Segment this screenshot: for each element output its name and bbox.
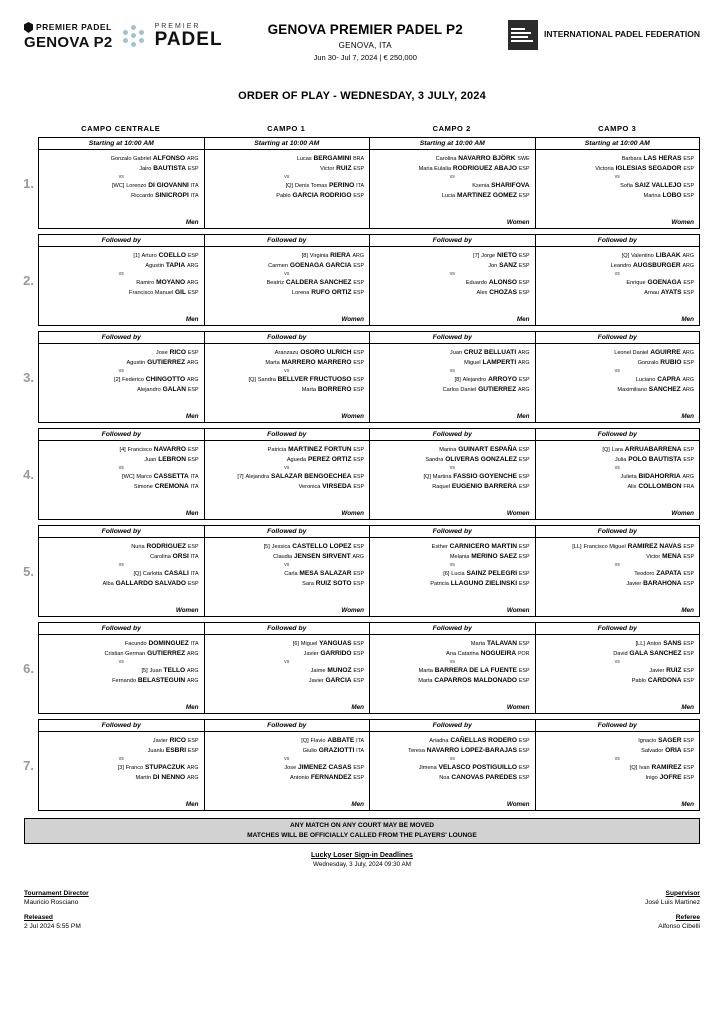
match-players [39,441,204,509]
match-category: Women [671,219,694,226]
vs-label: vs [614,755,620,762]
match-players [39,150,204,218]
player-line: Melania MERINO SAEZ ESP [449,552,530,560]
player-line: Jose RICO ESP [155,349,199,356]
player-line: Javier BARAHONA ESP [626,580,694,588]
player-line: Inigo JOFRE ESP [645,774,694,782]
vs-label: vs [118,658,124,665]
match-category: Women [341,413,364,420]
match-category: Men [351,801,364,808]
player-line: Gonzalo Gabriel ALFONSO ARG [110,155,199,162]
player-line: Victor MENA ESP [646,552,694,560]
match-time-banner: Followed by [370,720,535,732]
match-time-banner: Followed by [205,235,370,247]
match-players [536,344,700,412]
player-line: Lucas BERGAMINI BRA [296,155,364,162]
match-players [536,441,700,509]
player-line: Patricia MARTINEZ FORTUN ESP [267,446,364,453]
row-number: 6. [23,660,34,676]
match-players [205,538,370,606]
vs-label: vs [118,367,124,374]
player-line: Marta BARRERA DE LA FUENTE ESP [418,667,530,675]
player-line: Eduardo ALONSO ESP [465,279,530,287]
match-cell[interactable] [369,137,535,229]
vs-label: vs [284,658,290,665]
player-line: Esther CARNICERO MARTIN ESP [431,543,530,550]
match-category: Men [185,704,199,711]
player-line: Jaime MUNOZ ESP [310,667,364,675]
logo-bottom-text: GENOVA P2 [24,34,113,51]
match-cell[interactable] [38,525,204,617]
logo-top-text: PREMIER PADEL [36,22,112,33]
player-line: Ignacio SAGER ESP [638,737,694,744]
match-players [370,441,535,509]
player-line: Veronica VIRSEDA ESP [298,483,364,491]
vs-label: vs [449,658,455,665]
player-line: Giulio GRAZIOTTI ITA [302,746,364,754]
match-time-banner: Followed by [205,332,370,344]
match-time-banner: Followed by [370,235,535,247]
match-cell[interactable] [369,234,535,326]
match-category: Women [506,801,530,808]
vs-label: vs [449,464,455,471]
player-line: Salvador ORIA ESP [641,746,694,754]
player-line: [WC] Marco CASSETTA ITA [122,473,199,481]
player-line: Carlos Daniel GUTIERREZ ARG [442,386,530,394]
match-players [370,150,535,218]
ipf-name: INTERNATIONAL PADEL FEDERATION [544,29,700,40]
referee-label: Referee [675,913,700,921]
match-category: Men [681,316,694,323]
vs-label: vs [284,270,290,277]
player-line: [1] Arturo COELLO ESP [133,252,199,259]
player-line: Marina GUINART ESPAÑA ESP [439,446,530,453]
match-cell[interactable] [204,525,370,617]
player-line: Ariadna CAÑELLAS RODERO ESP [429,737,530,744]
shield-icon [24,22,33,33]
player-line: Jon SANZ ESP [488,261,530,269]
player-line: Pablo GARCIA RODRIGO ESP [276,192,364,200]
match-cell[interactable] [38,137,204,229]
tournament-name: GENOVA PREMIER PADEL P2 [267,22,463,37]
vs-label: vs [118,561,124,568]
player-line: Pablo CARDONA ESP [631,677,694,685]
player-line: [Q] Martina FASSIO GOYENCHE ESP [423,473,530,481]
match-players [39,635,204,703]
player-line: Carla MESA SALAZAR ESP [284,570,364,578]
vs-label: vs [449,561,455,568]
player-line: Nuria RODRIGUEZ ESP [131,543,199,550]
player-line: Javier RUIZ ESP [649,667,694,675]
player-line: [LL] Anton SANS ESP [635,640,694,647]
player-line: Maximiliano SANCHEZ ARG [617,386,694,394]
player-line: Ksenia SHARIFOVA [472,182,530,190]
player-line: Sara RUIZ SOTO ESP [302,580,364,588]
player-line: Beatriz CALDERA SANCHEZ ESP [266,279,364,287]
player-line: Claudia JENSEN SIRVENT ARG [273,552,364,560]
vs-label: vs [284,173,290,180]
player-line: Leandro AUGSBURGER ARG [610,261,694,269]
match-players [536,538,700,606]
player-line: [6] Lucia SAINZ PELEGRI ESP [443,570,530,578]
row-number: 2. [23,272,34,288]
court-header-campo-2: CAMPO 2 [432,124,471,133]
match-cell[interactable] [535,137,701,229]
match-category: Men [681,413,694,420]
player-line: [7] Jorge NIETO ESP [473,252,530,259]
match-category: Women [506,219,530,226]
page-header [24,18,700,62]
match-time-banner: Followed by [205,720,370,732]
player-line: [2] Federico CHINGOTTO ARG [114,376,199,384]
ipf-mark-icon [508,20,538,50]
match-players [205,441,370,509]
match-cell[interactable] [535,331,701,423]
player-line: Marina LOBO ESP [643,192,694,200]
match-time-banner: Followed by [39,623,204,635]
player-line: Jimena VELASCO POSTIGUILLO ESP [418,764,530,772]
referee-name: Alfonso Cibelli [658,922,700,930]
player-line: Francisco Manuel GIL ESP [129,289,199,297]
player-line: Aranzazu OSORO ULRICH ESP [274,349,364,356]
match-rows [24,137,700,811]
released-label: Released [24,913,53,921]
vs-label: vs [614,173,620,180]
player-line: [WC] Lorenzo DI GIOVANNI ITA [111,182,199,190]
player-line: Julia POLO BAUTISTA ESP [614,455,694,463]
notice-line-1: ANY MATCH ON ANY COURT MAY BE MOVED [289,822,435,829]
court-header-campo-1: CAMPO 1 [267,124,306,133]
player-line: Jose JIMENEZ CASAS ESP [284,764,364,772]
match-players [205,344,370,412]
player-line: Alejandro GALAN ESP [137,386,199,394]
match-category: Women [341,316,364,323]
player-line: Patricia LLAGUNO ZIELINSKI ESP [430,580,530,588]
row-number: 5. [23,563,34,579]
player-line: Juanlu ESBRI ESP [147,746,199,754]
vs-label: vs [284,755,290,762]
vs-label: vs [449,270,455,277]
match-category: Men [516,316,530,323]
player-line: Martin DI NENNO ARG [135,774,199,782]
order-of-play-grid [24,124,700,137]
match-players [39,538,204,606]
match-category: Women [175,607,199,614]
player-line: Raquel EUGENIO BARRERA ESP [432,483,530,491]
match-cell[interactable] [204,719,370,811]
player-line: Leonel Daniel AGUIRRE ARG [614,349,694,356]
player-line: [7] Alejandra SALAZAR BENGOECHEA ESP [237,473,364,481]
court-header-campo-3: CAMPO 3 [598,124,637,133]
player-line: [Q] Carlotta CASALI ITA [133,570,199,578]
player-line: Cristian German GUTIERREZ ARG [104,649,199,657]
supervisor-label: Supervisor [665,889,700,897]
match-cell[interactable] [204,331,370,423]
match-cell[interactable] [204,137,370,229]
player-line: Victor RUIZ ESP [320,164,364,172]
match-players [370,635,535,703]
lucky-loser-block [24,852,700,868]
match-cell[interactable] [369,622,535,714]
player-line: [Q] Sandra BELLVER FRUCTUOSO ESP [248,376,364,384]
match-cell[interactable] [204,428,370,520]
player-line: David GALA SANCHEZ ESP [613,649,694,657]
match-category: Men [185,801,199,808]
match-cell[interactable] [369,525,535,617]
match-time-banner: Followed by [39,235,204,247]
match-category: Women [506,510,530,517]
vs-label: vs [449,173,455,180]
tournament-title-block [223,18,508,62]
match-time-banner: Followed by [536,720,700,732]
player-line: [3] Franco STUPACZUK ARG [117,764,199,772]
page-footer [24,890,700,930]
match-time-banner: Followed by [39,526,204,538]
player-line: Javier GARCIA ESP [308,677,364,685]
match-players [205,150,370,218]
vs-label: vs [284,561,290,568]
match-time-banner: Followed by [39,429,204,441]
match-time-banner: Followed by [205,526,370,538]
tournament-location: GENOVA, ITA [338,41,392,50]
match-cell[interactable] [535,428,701,520]
match-category: Men [185,413,199,420]
player-line: Carmen GOENAGA GARCIA ESP [268,261,364,269]
player-line: Alix COLLOMBON FRA [627,483,694,491]
player-line: [6] Miguel YANGUAS ESP [292,640,364,647]
player-line: Enrique GOENAGA ESP [626,279,694,287]
tournament-director-label: Tournament Director [24,889,89,897]
player-line: Barbara LAS HERAS ESP [621,155,694,162]
match-players [536,635,700,703]
supervisor-name: José Luis Martinez [645,898,700,906]
match-time-banner: Starting at 10:00 AM [536,138,700,150]
premier-padel-dots-icon [123,25,145,47]
match-category: Women [341,607,364,614]
player-line: [4] Francisco NAVARRO ESP [119,446,199,453]
player-line: Antonio FERNANDEZ ESP [290,774,364,782]
match-cell[interactable] [535,719,701,811]
match-time-banner: Followed by [39,332,204,344]
player-line: Ana Catarina NOGUEIRA POR [446,649,530,657]
lucky-loser-title: Lucky Loser Sign-in Deadlines [311,851,413,859]
player-line: Gonzalo RUBIO ESP [637,358,694,366]
match-cell[interactable] [38,428,204,520]
player-line: [Q] Denis Tomas PERINO ITA [285,182,364,190]
match-category: Men [681,801,694,808]
match-players [205,732,370,800]
match-time-banner: Followed by [536,332,700,344]
match-category: Women [506,607,530,614]
match-time-banner: Followed by [536,526,700,538]
vs-label: vs [118,173,124,180]
match-category: Women [341,510,364,517]
player-line: [8] Virginia RIERA ARG [301,252,364,259]
row-number: 4. [23,466,34,482]
match-category: Men [516,413,530,420]
player-line: Juan LEBRON ESP [144,455,199,463]
match-cell[interactable] [38,719,204,811]
match-time-banner: Followed by [370,429,535,441]
match-players [39,247,204,315]
match-category: Men [351,704,364,711]
match-category: Men [681,607,694,614]
match-cell[interactable] [38,331,204,423]
ipf-logo [508,18,700,50]
match-category: Men [681,704,694,711]
player-line: Miguel LAMPERTI ARG [464,358,530,366]
match-cell[interactable] [369,331,535,423]
vs-label: vs [614,270,620,277]
player-line: Lorena RUFO ORTIZ ESP [291,289,364,297]
player-line: Fernando BELASTEGUIN ARG [112,677,199,685]
match-players [536,150,700,218]
player-line: Lucia MARTINEZ GOMEZ ESP [441,192,530,200]
court-header-campo-centrale: CAMPO CENTRALE [81,124,161,133]
match-time-banner: Followed by [205,623,370,635]
vs-label: vs [118,270,124,277]
vs-label: vs [614,658,620,665]
player-line: Luciano CAPRA ARG [635,376,694,384]
player-line: Juan CRUZ BELLUATI ARG [449,349,530,356]
match-players [205,247,370,315]
match-category: Men [185,316,199,323]
match-cell[interactable] [535,525,701,617]
vs-label: vs [284,464,290,471]
page-title: ORDER OF PLAY - WEDNESDAY, 3 JULY, 2024 [238,90,486,102]
match-category: Men [185,219,199,226]
player-line: Riccardo SINICROPI ITA [131,192,199,200]
match-players [370,344,535,412]
player-line: Javier RICO ESP [152,737,199,744]
player-line: Agustin TAPIA ARG [145,261,199,269]
match-time-banner: Followed by [536,429,700,441]
match-time-banner: Followed by [39,720,204,732]
player-line: [8] Alejandro ARROYO ESP [454,376,530,384]
player-line: Marta BORRERO ESP [301,386,364,394]
player-line: [5] Jessica CASTELLO LOPEZ ESP [263,543,364,550]
vs-label: vs [614,464,620,471]
player-line: [Q] Lara ARRUABARRENA ESP [602,446,694,453]
match-cell[interactable] [535,234,701,326]
match-cell[interactable] [535,622,701,714]
match-players [370,732,535,800]
match-time-banner: Starting at 10:00 AM [205,138,370,150]
row-number: 3. [23,369,34,385]
vs-label: vs [614,367,620,374]
released-timestamp: 2 Jul 2024 5:55 PM [24,922,81,930]
vs-label: vs [449,755,455,762]
player-line: Teodoro ZAPATA ESP [634,570,694,578]
lucky-loser-deadline: Wednesday, 3 July, 2024 09:30 AM [312,860,411,868]
player-line: Jairo BAUTISTA ESP [139,164,199,172]
player-line: Julieta BIDAHORRIA ARG [620,473,694,481]
player-line: Marta MARRERO MARRERO ESP [265,358,364,366]
player-line: [LL] Francisco Miguel RAMIREZ NAVAS ESP [572,543,694,550]
player-line: [Q] Ivan RAMIREZ ESP [629,764,694,772]
match-cell[interactable] [204,622,370,714]
match-time-banner: Followed by [370,623,535,635]
vs-label: vs [614,561,620,568]
vs-label: vs [284,367,290,374]
row-number: 7. [23,757,34,773]
match-category: Women [671,510,694,517]
player-line: Teresa NAVARRO LOPEZ-BARAJAS ESP [408,746,530,754]
match-players [39,344,204,412]
player-line: Alex CHOZAS ESP [476,289,530,297]
player-line: Ramiro MOYANO ARG [136,279,199,287]
match-time-banner: Followed by [370,526,535,538]
player-line: Maria Eulalia RODRIGUEZ ABAJO ESP [418,164,530,172]
player-line: Sofia SAIZ VALLEJO ESP [620,182,694,190]
tournament-director-name: Mauricio Rosciano [24,898,79,906]
premier-padel-genova-logo [24,18,223,50]
player-line: [5] Juan TELLO ARG [141,667,199,675]
player-line: Noa CANOVAS PAREDES ESP [439,774,530,782]
player-line: Simone CREMONA ITA [133,483,199,491]
player-line: Agueda PEREZ ORTIZ ESP [286,455,364,463]
tournament-dates-prize: Jun 30- Jul 7, 2024 | € 250,000 [313,53,417,62]
vs-label: vs [449,367,455,374]
player-line: Marta CAPARROS MALDONADO ESP [418,677,530,685]
row-number: 1. [23,175,34,191]
player-line: Marta TALAVAN ESP [470,640,530,647]
match-cell[interactable] [204,234,370,326]
match-time-banner: Followed by [536,623,700,635]
match-cell[interactable] [369,719,535,811]
match-cell[interactable] [369,428,535,520]
match-cell[interactable] [38,234,204,326]
player-line: Arnau AYATS ESP [644,289,694,297]
match-players [536,732,700,800]
movement-notice [24,818,700,844]
player-line: Facundo DOMINGUEZ ITA [124,640,199,647]
match-time-banner: Starting at 10:00 AM [370,138,535,150]
match-players [536,247,700,315]
notice-line-2: MATCHES WILL BE OFFICIALLY CALLED FROM THE PLAYERS' LOUNGE [247,831,477,839]
player-line: Javier GARRIDO ESP [303,649,364,657]
player-line: Alba GALLARDO SALVADO ESP [102,580,199,588]
player-line: Victoria IGLESIAS SEGADOR ESP [595,164,694,172]
match-category: Men [185,510,199,517]
match-players [370,247,535,315]
match-time-banner: Starting at 10:00 AM [39,138,204,150]
player-line: Agustin GUTIERREZ ARG [126,358,199,366]
match-time-banner: Followed by [370,332,535,344]
player-line: Carolina ORSI ITA [149,552,199,560]
match-category: Women [506,704,530,711]
match-players [39,732,204,800]
brand-small: PREMIER [154,23,201,30]
match-time-banner: Followed by [205,429,370,441]
player-line: Sandra OLIVERAS GONZALEZ ESP [425,455,530,463]
match-players [205,635,370,703]
brand-large: PADEL [154,29,223,50]
player-line: [Q] Flavio ABBATE ITA [301,737,364,744]
match-players [370,538,535,606]
match-category [205,218,370,221]
vs-label: vs [118,755,124,762]
match-time-banner: Followed by [536,235,700,247]
vs-label: vs [118,464,124,471]
player-line: Carolina NAVARRO BJÖRK SWE [435,155,530,162]
player-line: [Q] Valentino LIBAAK ARG [621,252,694,259]
match-cell[interactable] [38,622,204,714]
